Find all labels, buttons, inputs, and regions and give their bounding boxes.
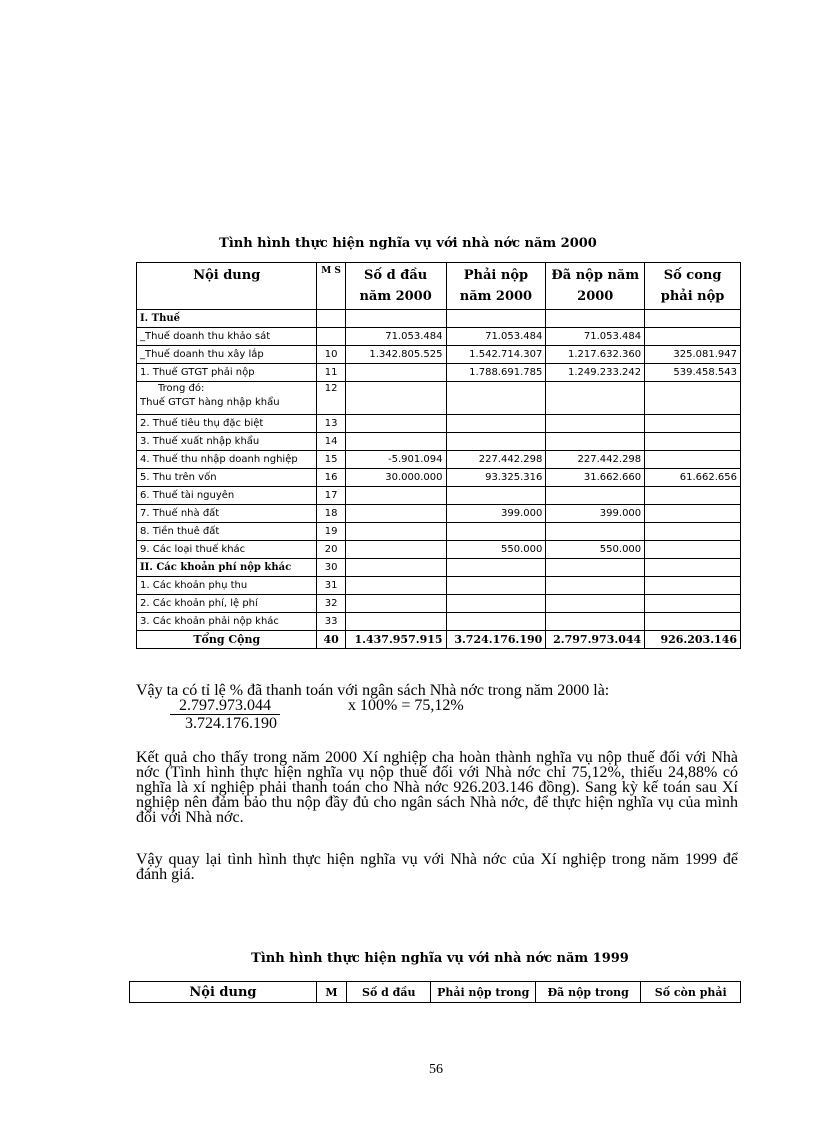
header-phai-nop: Phải nộp năm 2000 [446,263,546,310]
table-row [137,523,741,541]
t2-header-noi-dung: Nội dung [130,982,317,1003]
row-label [137,382,317,415]
row-value-v3 [546,487,645,505]
row-value-v2 [446,595,546,613]
row-value-v4 [645,559,741,577]
row-value-v1: 71.053.484 [345,328,446,346]
table-row [137,577,741,595]
row-value-v4 [645,310,741,328]
row-value-v1 [345,577,446,595]
row-value-v1 [345,505,446,523]
row-value-v2: 1.788.691.785 [446,364,546,382]
row-value-v4 [645,382,741,415]
row-value-v3 [546,595,645,613]
row-value-v2 [446,577,546,595]
row-value-v2: 550.000 [446,541,546,559]
table-row [137,505,741,523]
header-so-con-phai-nop: Số cong phải nộp [645,263,741,310]
row-value-v4: 539.458.543 [645,364,741,382]
row-ms: 19 [317,523,345,541]
row-value-v4 [645,541,741,559]
row-value-v1 [345,595,446,613]
row-value-v2: 93.325.316 [446,469,546,487]
header-ms: M S [317,263,345,310]
t2-header-m: M [316,982,346,1003]
row-value-v1 [345,613,446,631]
table-row [137,559,741,577]
row-label: 3. Các khoản phải nộp khác [137,613,317,631]
row-ms: 14 [317,433,345,451]
table-row [137,382,741,415]
row-value-v3: 2.797.973.044 [546,631,645,649]
row-value-v3: 227.442.298 [546,451,645,469]
row-label: _Thuế doanh thu khảo sát [137,328,317,346]
t2-header-so-con-phai: Số còn phải [641,982,741,1003]
row-value-v3: 71.053.484 [546,328,645,346]
row-value-v2 [446,382,546,415]
row-label: _Thuế doanh thu xây lắp [137,346,317,364]
row-label: 5. Thu trên vốn [137,469,317,487]
row-ms: 17 [317,487,345,505]
row-value-v4 [645,487,741,505]
row-label: 1. Thuế GTGT phải nộp [137,364,317,382]
row-value-v1 [345,415,446,433]
row-value-v2 [446,415,546,433]
row-value-v3: 1.217.632.360 [546,346,645,364]
header-da-nop: Đã nộp năm 2000 [546,263,645,310]
row-value-v2: 399.000 [446,505,546,523]
row-label: Tổng Cộng [137,631,317,649]
table-row [137,613,741,631]
row-value-v2 [446,559,546,577]
table-row [137,346,741,364]
header-so-du-dau-nam: Số d đầu năm 2000 [345,263,446,310]
table-row [137,364,741,382]
table-row [137,595,741,613]
row-value-v1: 30.000.000 [345,469,446,487]
t2-header-phai-nop: Phải nộp trong [431,982,536,1003]
table-row [137,451,741,469]
row-ms: 40 [317,631,345,649]
ratio-numerator: 2.797.973.044 [170,698,280,715]
header-noi-dung: Nội dung [137,263,317,310]
row-value-v1 [345,433,446,451]
row-value-v3 [546,310,645,328]
row-value-v1: 1.342.805.525 [345,346,446,364]
row-value-v3 [546,559,645,577]
row-value-v2: 227.442.298 [446,451,546,469]
row-value-v3 [546,523,645,541]
table-row [137,328,741,346]
row-value-v3 [546,433,645,451]
row-value-v2 [446,310,546,328]
row-ms [317,328,345,346]
page-number: 56 [429,1062,443,1077]
row-value-v1 [345,487,446,505]
ratio-result: x 100% = 75,12% [348,697,464,714]
row-ms: 10 [317,346,345,364]
ratio-intro: Vậy ta có tỉ lệ % đã thanh toán với ngân sách Nhà nớc trong năm 2000 là: [136,682,610,699]
table-row [137,310,741,328]
row-value-v2 [446,433,546,451]
row-value-v2: 71.053.484 [446,328,546,346]
row-label: 9. Các loại thuế khác [137,541,317,559]
table-row [137,433,741,451]
row-label-line1: Trong đó: [158,383,205,394]
ratio-denominator: 3.724.176.190 [185,715,277,732]
row-value-v4 [645,613,741,631]
t2-header-so-du-dau: Số d đầu [347,982,431,1003]
row-value-v4 [645,451,741,469]
row-label: 6. Thuế tài nguyên [137,487,317,505]
row-ms: 20 [317,541,345,559]
row-value-v1 [345,523,446,541]
row-ms: 18 [317,505,345,523]
row-value-v3: 550.000 [546,541,645,559]
row-label: II. Các khoản phí nộp khác [137,559,317,577]
table-row [137,415,741,433]
row-label: 4. Thuế thu nhập doanh nghiệp [137,451,317,469]
row-label: 1. Các khoản phụ thu [137,577,317,595]
row-ms [317,310,345,328]
row-ms: 31 [317,577,345,595]
row-ms: 12 [317,382,345,415]
row-value-v1 [345,382,446,415]
row-value-v1 [345,310,446,328]
row-label: 3. Thuế xuất nhập khẩu [137,433,317,451]
paragraph-1999-intro: Vậy quay lại tình hình thực hiện nghĩa vụ với Nhà nớc của Xí nghiệp trong năm 1999 để đánh giá. [136,851,738,883]
row-value-v3 [546,415,645,433]
table-2000-title: Tình hình thực hiện nghĩa vụ với nhà nớc năm 2000 [219,236,597,251]
row-value-v1 [345,559,446,577]
row-value-v3 [546,577,645,595]
row-ms: 13 [317,415,345,433]
row-value-v4 [645,505,741,523]
row-label: I. Thuế [137,310,317,328]
row-label: 2. Các khoản phí, lệ phí [137,595,317,613]
row-value-v4 [645,595,741,613]
row-ms: 16 [317,469,345,487]
row-label: 8. Tiền thuê đất [137,523,317,541]
table-row [137,631,741,649]
row-value-v2 [446,613,546,631]
row-ms: 32 [317,595,345,613]
table-row [137,541,741,559]
row-ms: 11 [317,364,345,382]
row-value-v4: 61.662.656 [645,469,741,487]
row-value-v2 [446,523,546,541]
table-2000-header-row [137,263,741,310]
row-value-v1: 1.437.957.915 [345,631,446,649]
row-value-v4 [645,328,741,346]
table-1999 [129,981,741,1003]
row-value-v2 [446,487,546,505]
row-label: 7. Thuế nhà đất [137,505,317,523]
t2-header-da-nop: Đã nộp trong [535,982,641,1003]
row-label: 2. Thuế tiêu thụ đặc biệt [137,415,317,433]
row-value-v1 [345,541,446,559]
row-value-v1 [345,364,446,382]
row-ms: 30 [317,559,345,577]
row-value-v4: 926.203.146 [645,631,741,649]
table-2000 [136,262,741,649]
row-value-v3 [546,613,645,631]
row-value-v4 [645,523,741,541]
row-value-v3 [546,382,645,415]
table-1999-title: Tình hình thực hiện nghĩa vụ với nhà nớc năm 1999 [251,951,629,966]
row-value-v2: 1.542.714.307 [446,346,546,364]
row-value-v4 [645,433,741,451]
row-value-v4: 325.081.947 [645,346,741,364]
row-value-v3: 1.249.233.242 [546,364,645,382]
table-1999-header-row [130,982,741,1003]
row-ms: 33 [317,613,345,631]
table-row [137,469,741,487]
row-value-v2: 3.724.176.190 [446,631,546,649]
row-ms: 15 [317,451,345,469]
paragraph-result: Kết quả cho thấy trong năm 2000 Xí nghiệp cha hoàn thành nghĩa vụ nộp thuế đối với Nhà nớc (Tình hình thực hiện nghĩa vụ nộp thuế đối với Nhà nớc chỉ 75,12%, thiếu 24,88% có nghĩa là xí nghiệp phải thanh toán cho Nhà nớc 926.203.146 đồng). Sang kỳ kế toán sau Xí nghiệp nên đảm bảo thu nộp đầy đủ cho ngân sách Nhà nớc, để thực hiện nghĩa vụ của mình đối với Nhà nớc. [136,749,738,826]
row-value-v3: 31.662.660 [546,469,645,487]
row-value-v3: 399.000 [546,505,645,523]
row-value-v4 [645,415,741,433]
row-value-v4 [645,577,741,595]
row-label-line2: Thuế GTGT hàng nhập khẩu [140,397,280,408]
row-value-v1: -5.901.094 [345,451,446,469]
table-row [137,487,741,505]
